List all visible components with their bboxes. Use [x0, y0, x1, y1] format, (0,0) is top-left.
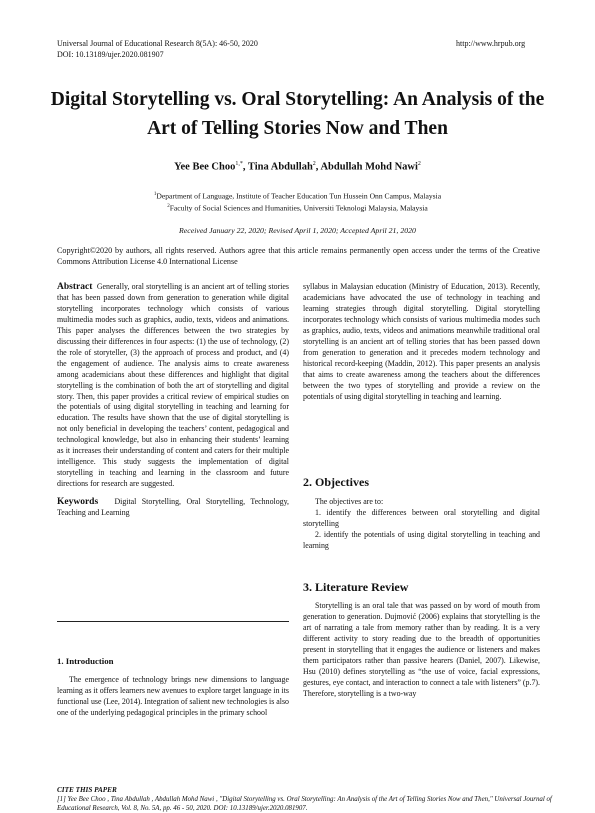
affiliations — [0, 190, 595, 214]
affiliation-text: Faculty of Social Sciences and Humanities, Universiti Teknologi Malaysia, Malaysia — [169, 203, 428, 213]
abstract-text: Generally, oral storytelling is an ancient art of telling stories that has been passed down from generation to generation while digital storytelling incorporates technology which consists of various multimedia modes such as graphics, audio, texts, videos and animations. This paper analyses the differences between the two strategies by discussing their differences in four aspects: (1) the use of technology, (2) the role of storyteller, (3) the approach of process and product, and (4) the engagement of audience. The analysis aims to create awareness among academicians about these differences and highlight that digital storytelling is the combination of both the art of storytelling and digital story. Then, this paper provides a critical review of empirical studies on the potentials of using digital storytelling in teaching and learning for education. The results have shown that the use of digital storytelling is not only beneficial in developing the teachers’ content, pedagogical and technological knowledge, but also in enhancing their students’ learning as it increases their understanding of content and caters for their multiple intelligence. This study suggests the implementation of digital storytelling in teaching and learning in the classroom and future directions for research are suggested. — [57, 282, 289, 489]
introduction-text: The emergence of technology brings new dimensions to language learning as it offers learners new avenues to explore target language in its functional use (Lee, 2014). Integration of salient new technologies is also one of the underlying pedagogical principles in the primary school — [57, 675, 289, 717]
author-sup: 1,* — [235, 161, 243, 167]
literature-review-heading: 3. Literature Review — [303, 580, 409, 594]
objective-item: 2. identify the potentials of using digital storytelling in teaching and learning — [303, 529, 540, 550]
keywords-text: Digital Storytelling, Oral Storytelling, Technology, Teaching and Learning — [57, 497, 290, 518]
affiliation-line — [0, 202, 595, 214]
objectives-intro: The objectives are to: — [315, 497, 384, 506]
author-list: Yee Bee Choo$^{1,*}$, Tina Abdullah$^2$, Abdullah Mohd Nawi$^2$ — [174, 161, 421, 173]
keywords-label: Keywords — [57, 497, 99, 508]
doi-header: DOI: 10.13189/ujer.2020.081907 — [57, 50, 164, 59]
submission-dates: Received January 22, 2020; Revised April 1, 2020; Accepted April 21, 2020 — [179, 226, 416, 235]
literature-review-text: Storytelling is an oral tale that was passed on by word of mouth from generation to generation. Dujmović (2006) explains that storytelling is the art of narrating a tale from memory rather than by reading. It is a very different activity to story reading due to the breadth of opportunities present in storytelling that it engages the audience or listeners and makes them participators rather than passive hearers (Daniel, 2007). Likewise, Hsu (2010) defines storytelling as “the use of voice, facial expressions, gestures, eye contact, and interaction to connect a tale with listeners” (p.7). Therefore, storytelling is a two-way — [303, 601, 540, 698]
author-name: Abdullah Mohd Nawi — [320, 161, 418, 173]
author-name: Yee Bee Choo — [174, 161, 236, 173]
intro-continued-text: syllabus in Malaysian education (Ministry of Education, 2013). Recently, academicians have advocated the use of technology in teaching and learning strategies through digital storytelling. Digital storytelling incorporates technology which consists of various multimedia modes such as graphics, audio, texts, videos and animations meanwhile traditional oral storytelling is an ancient art of telling stories that has been passed down from generation to generation and it precedes modern technology and historical record-keeping (Maddin, 2012). This paper presents an analysis that aims to create awareness among the teachers about the differences between the two types of storytelling and provide a review on the potentials of using digital storytelling in teaching and learning. — [303, 282, 540, 401]
introduction-heading: 1. Introduction — [57, 656, 114, 666]
affiliation-line — [0, 190, 595, 202]
journal-url[interactable]: http://www.hrpub.org — [456, 39, 526, 48]
paper-title: Digital Storytelling vs. Oral Storytelling: An Analysis of the Art of Telling Stories Now and Then — [50, 89, 545, 139]
cite-label: CITE THIS PAPER — [57, 786, 117, 794]
citation-text: [1] Yee Bee Choo , Tina Abdullah , Abdullah Mohd Nawi , "Digital Storytelling vs. Oral Storytelling: An Analysis of the Art of Telling Stories Now and Then," Universal Journal of Educational Research, Vol. 8, No. 5A, pp. 46 - 50, 2020. DOI: 10.13189/ujer.2020.081907. — [57, 796, 552, 812]
affiliation-text: Department of Language, Institute of Teacher Education Tun Hussein Onn Campus, Malaysia — [156, 191, 442, 201]
objectives-block — [303, 497, 540, 552]
affiliation-sup: 1 — [153, 192, 157, 197]
author-sup: 2 — [417, 161, 421, 167]
section-divider — [57, 621, 289, 622]
abstract-label: Abstract — [57, 282, 93, 292]
objective-item: 1. identify the differences between oral storytelling and digital storytelling — [303, 507, 540, 528]
journal-header: Universal Journal of Educational Research 8(5A): 46-50, 2020 — [57, 39, 258, 48]
copyright-notice: Copyright©2020 by authors, all rights reserved. Authors agree that this article remains permanently open access under the terms of the Creative Commons Attribution License 4.0 International License — [57, 246, 540, 266]
author-name: Tina Abdullah — [247, 161, 313, 173]
author-sup: 2 — [312, 161, 316, 167]
abstract-block — [57, 282, 289, 519]
affiliation-sup: 2 — [167, 204, 170, 210]
objectives-heading: 2. Objectives — [303, 475, 369, 489]
